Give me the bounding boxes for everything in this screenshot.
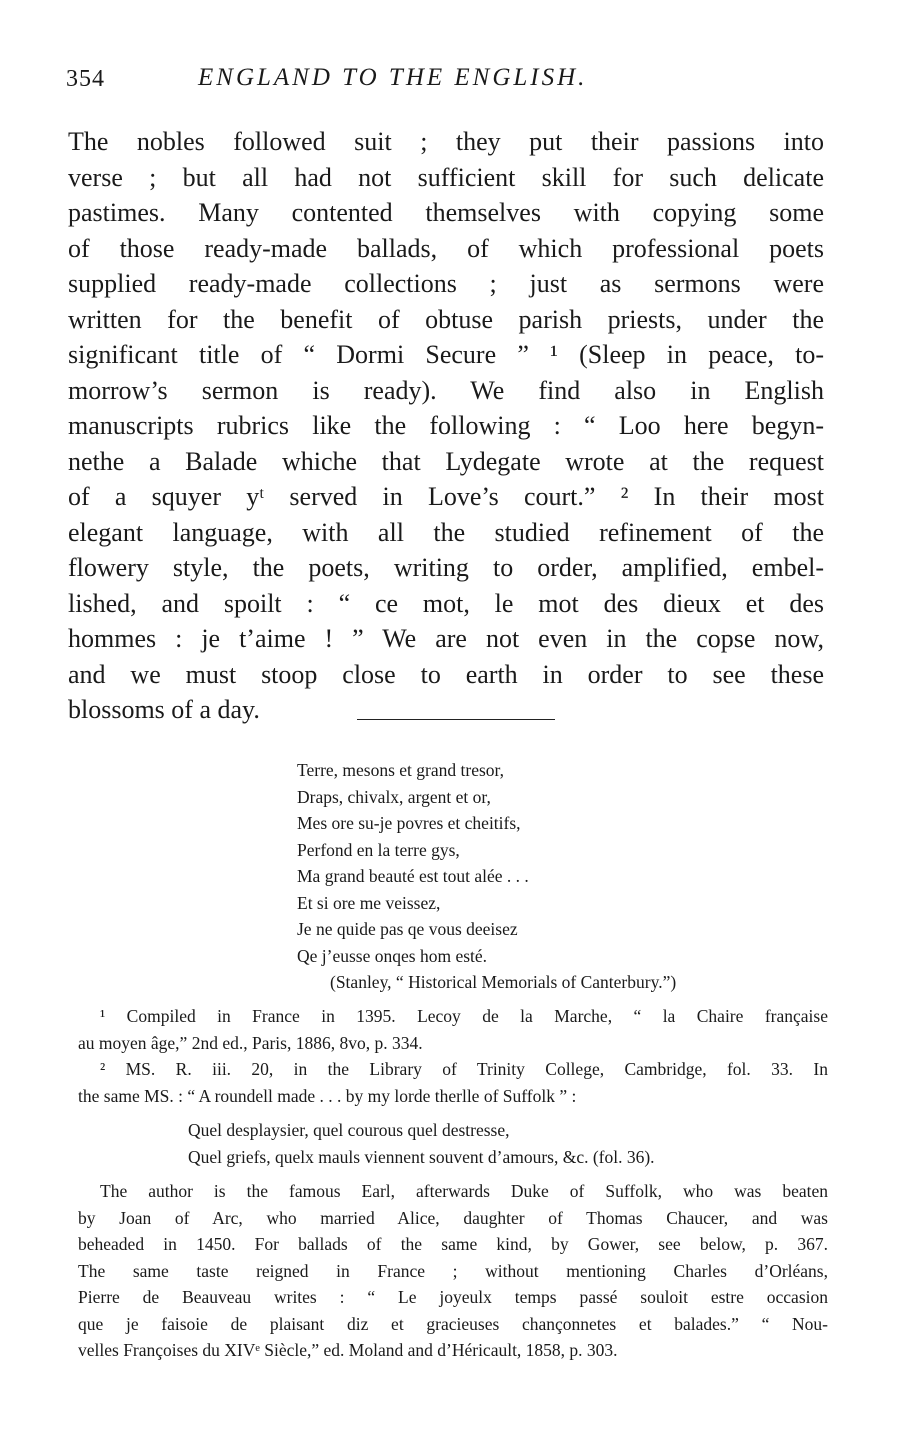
body-line: of a squyer yᵗ served in Love’s court.” ² In their most [68,482,824,511]
body-line: lished, and spoilt : “ ce mot, le mot des dieux et des [68,588,824,618]
body-line: morrow’s sermon is ready). We find also in English [68,375,824,405]
poem-line: Terre, mesons et grand tresor, [297,760,505,780]
body-line: hommes : je t’aime ! ” We are not even in the copse now, [68,624,824,653]
poem-citation: (Stanley, “ Historical Memorials of Canterbury.”) [330,972,677,992]
body-line: supplied ready-made collections ; just as sermons were [68,269,824,298]
body-line: and we must stoop close to earth in order to see these [68,659,824,689]
footnote-2-line: ² MS. R. iii. 20, in the Library of Trinity College, Cambridge, fol. 33. In [100,1059,828,1079]
footnote-2-cont-line: Pierre de Beauveau writes : “ Le joyeulx temps passé souloit estre occasion [78,1287,828,1307]
page-header [66,62,836,102]
body-line: verse ; but all had not sufficient skill for such delicate [68,162,824,192]
footnote-2-cont-line: beheaded in 1450. For ballads of the same kind, by Gower, see below, p. 367. [78,1234,828,1254]
footnote-2-cont-line: que je faisoie de plaisant diz et gracieuses chançonnetes et balades.” “ Nou- [78,1313,828,1334]
body-line: flowery style, the poets, writing to order, amplified, embel- [68,553,824,582]
poem-line: Et si ore me veissez, [297,892,441,913]
page-number: 354 [66,66,105,92]
body-line: nethe a Balade whiche that Lydegate wrote at the request [68,446,824,476]
poem-line: Draps, chivalx, argent et or, [297,786,491,807]
footnotes [78,1003,828,1364]
body-line: significant title of “ Dormi Secure ” ¹ (Sleep in peace, to- [68,340,824,369]
footnote-verse-line: Quel griefs, quelx mauls viennent souvent d’amours, &c. (fol. 36). [188,1146,655,1167]
footnote-2-line: the same MS. : “ A roundell made . . . by my lorde therlle of Suffolk ” : [78,1085,577,1106]
main-paragraph [68,124,824,728]
body-line: elegant language, with all the studied refinement of the [68,517,824,547]
poem-line: Ma grand beauté est tout alée . . . [297,866,529,886]
footnote-divider [357,719,555,720]
quoted-poem [297,757,676,996]
footnote-2-cont-line: velles Françoises du XIVᵉ Siècle,” ed. Moland and d’Héricault, 1858, p. 303. [78,1340,618,1360]
poem-line: Qe j’eusse onqes hom esté. [297,945,488,966]
footnote-2-cont-line: The same taste reigned in France ; without mentioning Charles d’Orléans, [78,1260,828,1281]
body-line: blossoms of a day. [68,695,260,724]
poem-line: Je ne quide pas qe vous deeisez [297,919,518,939]
body-line: manuscripts rubrics like the following : “ Loo here begyn- [68,411,824,440]
poem-line: Perfond en la terre gys, [297,839,460,860]
footnote-1-line: au moyen âge,” 2nd ed., Paris, 1886, 8vo, p. 334. [78,1032,423,1053]
footnote-verse-line: Quel desplaysier, quel courous quel destresse, [188,1120,510,1140]
footnote-2-cont-line: The author is the famous Earl, afterwards Duke of Suffolk, who was beaten [100,1181,828,1201]
body-line: pastimes. Many contented themselves with copying some [68,198,824,227]
body-line: The nobles followed suit ; they put their passions into [68,127,824,156]
body-line: written for the benefit of obtuse parish priests, under the [68,304,824,334]
running-title: ENGLAND TO THE ENGLISH. [198,64,588,91]
poem-line: Mes ore su-je povres et cheitifs, [297,813,521,833]
footnote-1-line: ¹ Compiled in France in 1395. Lecoy de la Marche, “ la Chaire française [100,1006,828,1026]
body-line: of those ready-made ballads, of which professional poets [68,233,824,263]
footnote-2-cont-line: by Joan of Arc, who married Alice, daughter of Thomas Chaucer, and was [78,1207,828,1228]
